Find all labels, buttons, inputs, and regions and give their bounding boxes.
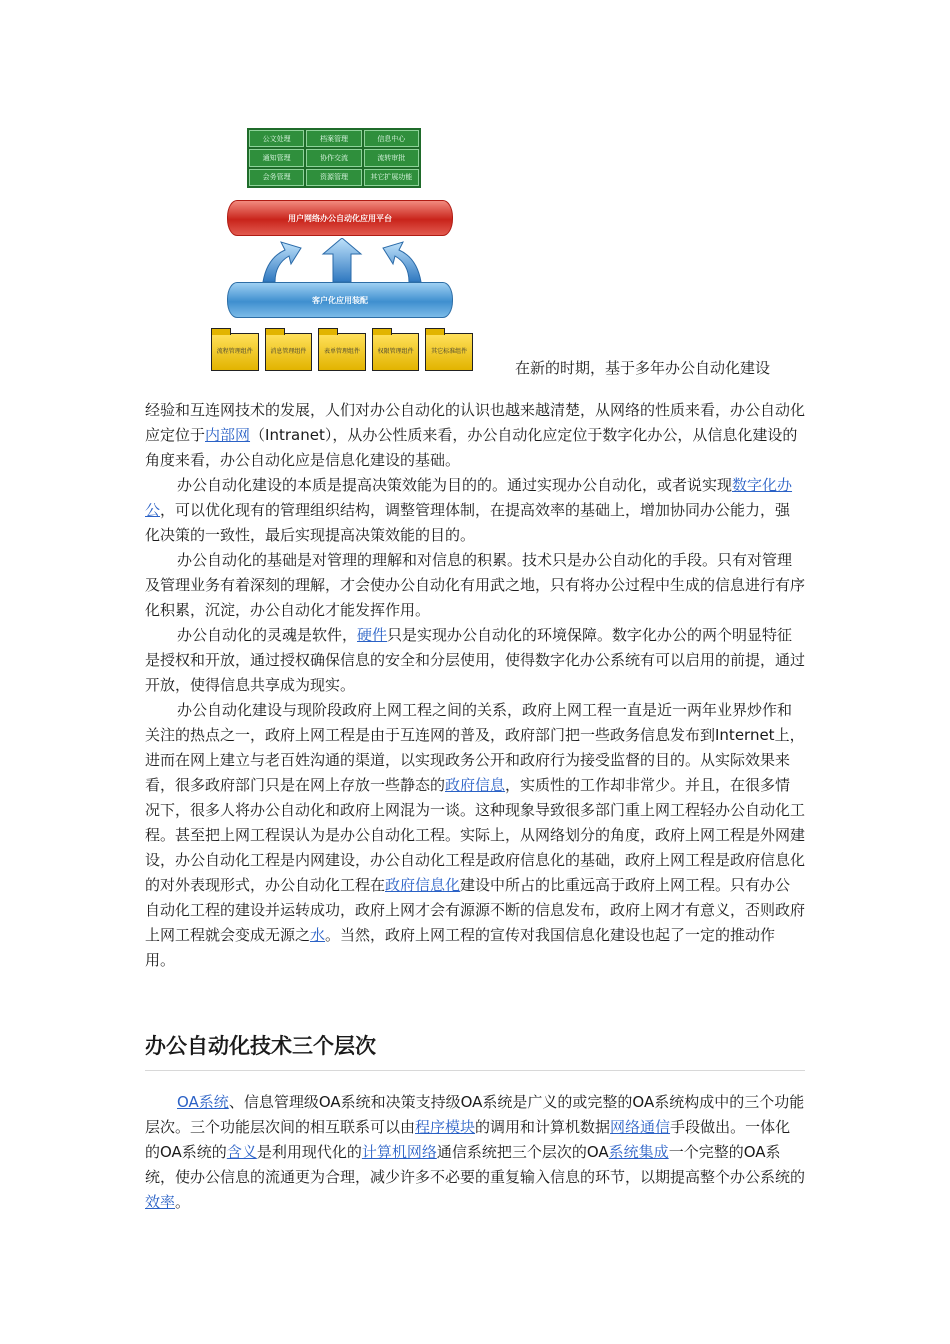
link-efficiency[interactable]: 效率 [145, 1193, 176, 1211]
paragraph [145, 473, 805, 548]
link-meaning[interactable]: 含义 [226, 1143, 257, 1161]
text-run: ，可以优化现有的管理组织结构，调整管理体制，在提高效率的基础上，增加协同办公能力，强化决策的一致性，最后实现提高决策效能的目的。 [145, 501, 791, 544]
paragraph [145, 398, 805, 473]
text-run: 办公自动化建设的本质是提高决策效能为目的的。通过实现办公自动化，或者说实现 [177, 476, 733, 494]
platform-bar: 用户网络办公自动化应用平台 [227, 200, 453, 236]
paragraph [145, 698, 805, 973]
body-text-section2 [145, 1090, 805, 1215]
text-run: 一个完整的OA系统，使办公信息的流通更为合理，减少许多不必要的重复输入信息的环节，以期提高整个办公系统的 [145, 1143, 806, 1186]
text-run: 。 [175, 1193, 191, 1211]
text-run: 手段做出。一体化的OA系统的 [145, 1118, 791, 1161]
link-government-informatization[interactable]: 政府信息化 [385, 876, 461, 894]
link-water[interactable]: 水 [310, 926, 326, 944]
link-program-module[interactable]: 程序模块 [415, 1118, 476, 1136]
folder-icon: 权限管理组件 [372, 333, 420, 371]
text-run: 建设中所占的比重远高于政府上网工程。只有办公自动化工程的建设并运转成功，政府上网才会有源源不断的信息发布，政府上网才有意义，否则政府上网工程就会变成无源之 [145, 876, 806, 944]
paragraph [145, 623, 805, 698]
up-arrows-icon [257, 238, 427, 282]
text-run: 办公自动化的灵魂是软件， [177, 626, 358, 644]
link-government-info[interactable]: 政府信息 [445, 776, 506, 794]
module-cell: 协作交流 [306, 149, 361, 166]
folder-icon: 其它标准组件 [425, 333, 473, 371]
text-run: 通信系统把三个层次的OA [436, 1143, 609, 1161]
folder-icon: 流程管理组件 [211, 333, 259, 371]
module-cell: 资源管理 [306, 169, 361, 186]
oa-architecture-diagram [205, 122, 495, 380]
text-run: 只是实现办公自动化的环境保障。数字化办公的两个明显特征是授权和开放，通过授权确保信息的安全和分层使用，使得数字化办公系统有可以启用的前提，通过开放，使得信息共享成为现实。 [145, 626, 806, 694]
diagram-caption-text: 在新的时期，基于多年办公自动化建设 [515, 359, 771, 377]
text-run: 办公自动化建设与现阶段政府上网工程之间的关系，政府上网工程一直是近一两年业界炒作和关注的热点之一，政府上网工程是由于互连网的普及，政府部门把一些政务信息发布到Internet上，进而在网上建立与老百姓沟通的渠道，以实现政务公开和政府行为接受监督的目的。从实际效果来看，很多政府部门只是在网上存放一些静态的 [145, 701, 805, 794]
module-cell: 信息中心 [364, 130, 419, 147]
body-text [145, 398, 805, 973]
text-run: 的调用和计算机数据 [475, 1118, 611, 1136]
link-oa-system[interactable]: OA系统 [177, 1093, 229, 1111]
module-cell: 档案管理 [306, 130, 361, 147]
link-computer-network[interactable]: 计算机网络 [361, 1143, 437, 1161]
section-heading: 办公自动化技术三个层次 [145, 1030, 805, 1071]
link-intranet[interactable]: 内部网 [205, 426, 251, 444]
function-module-grid [247, 128, 421, 188]
module-cell: 其它扩展功能 [364, 169, 419, 186]
folder-icon: 消息管理组件 [265, 333, 313, 371]
module-cell: 流转审批 [364, 149, 419, 166]
link-hardware[interactable]: 硬件 [357, 626, 388, 644]
folder-icon: 表单管理组件 [318, 333, 366, 371]
text-run: ，实质性的工作却非常少。并且，在很多情况下，很多人将办公自动化和政府上网混为一谈。这种现象导致很多部门重上网工程轻办公自动化工程。甚至把上网工程误认为是办公自动化工程。实际上，从网络划分的角度，政府上网工程是外网建设，办公自动化工程是内网建设，办公自动化工程是政府信息化的基础，政府上网工程是政府信息化的对外表现形式，办公自动化工程在 [145, 776, 806, 894]
assembly-bar: 客户化应用装配 [227, 282, 453, 318]
link-digital-office[interactable]: 数字化办公 [145, 476, 793, 519]
link-system-integration[interactable]: 系统集成 [608, 1143, 669, 1161]
text-run: （Intranet），从办公性质来看，办公自动化应定位于数字化办公，从信息化建设的角度来看，办公自动化应是信息化建设的基础。 [145, 426, 798, 469]
link-network-communication[interactable]: 网络通信 [610, 1118, 671, 1136]
text-run: 是利用现代化的 [256, 1143, 362, 1161]
paragraph [145, 548, 805, 623]
text-run: 。当然，政府上网工程的宣传对我国信息化建设也起了一定的推动作用。 [145, 926, 776, 969]
text-run: 办公自动化的基础是对管理的理解和对信息的积累。技术只是办公自动化的手段。只有对管理及管理业务有着深刻的理解，才会使办公自动化有用武之地，只有将办公过程中生成的信息进行有序化积累，沉淀，办公自动化才能发挥作用。 [145, 551, 806, 619]
module-cell: 会务管理 [249, 169, 304, 186]
paragraph [145, 1090, 805, 1215]
text-run: 经验和互连网技术的发展，人们对办公自动化的认识也越来越清楚，从网络的性质来看，办公自动化应定位于 [145, 401, 806, 444]
component-folders [211, 327, 473, 371]
module-cell: 公文处理 [249, 130, 304, 147]
text-run: 、信息管理级OA系统和决策支持级OA系统是广义的或完整的OA系统构成中的三个功能层次。三个功能层次间的相互联系可以由 [145, 1093, 805, 1136]
module-cell: 通知管理 [249, 149, 304, 166]
